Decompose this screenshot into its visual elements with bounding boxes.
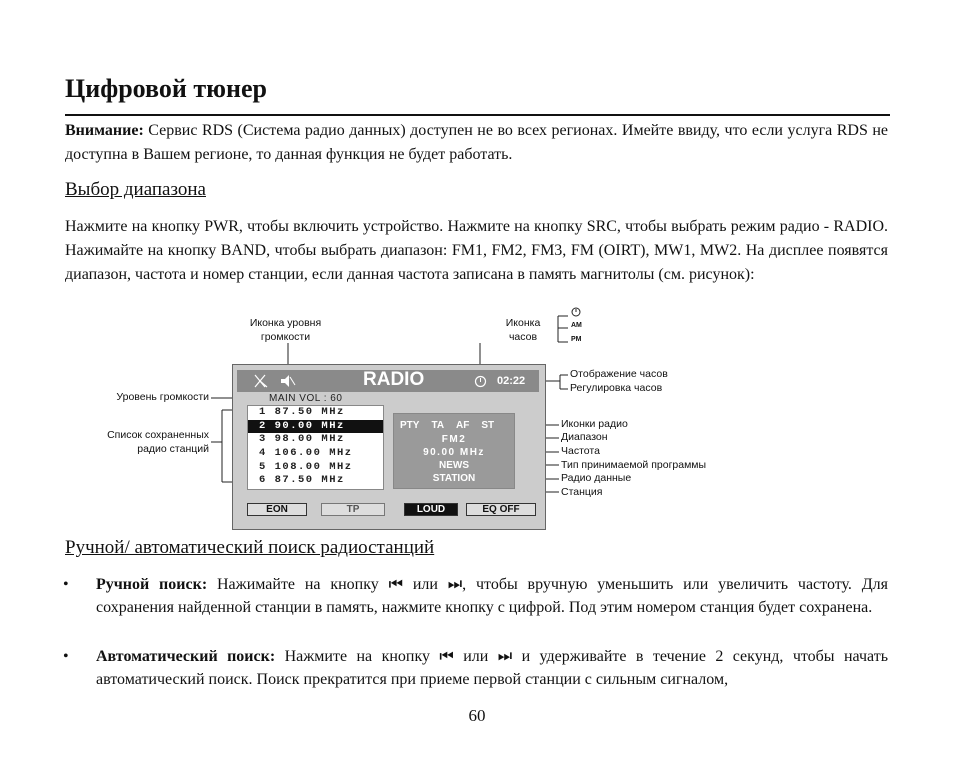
preset-row: 4 106.00 MHz (259, 447, 353, 460)
clock-display-label: Отображение часов (570, 368, 668, 380)
preset-row-selected: 2 90.00 MHz (248, 420, 383, 434)
pty-value: NEWS (439, 460, 469, 471)
am-label: AM (571, 322, 582, 329)
auto-search-item (96, 645, 888, 691)
eon-button: EON (247, 503, 307, 516)
manual-search-item (96, 573, 888, 619)
rds-flag-ta: TA (431, 420, 445, 431)
frequency-label: Частота (561, 445, 600, 457)
bullet-marker: • (63, 648, 69, 665)
radio-icons-label: Иконки радио (561, 418, 628, 430)
radio-data-label: Радио данные (561, 472, 632, 484)
clock-time: 02:22 (497, 375, 526, 387)
rds-flag-st: ST (481, 420, 495, 431)
volume-level-label: Уровень громкости (116, 391, 209, 403)
section-heading-search: Ручной/ автоматический поиск радиостанций (65, 537, 435, 558)
manual-search-text: Нажимайте на кнопку ⏮ или ⏭, чтобы вручную уменьшить или увеличить частоту. Для сохранения найденной станции в память, нажмите кнопку с цифрой. Под этим номером станция будет сохранена. (96, 576, 888, 616)
station-label: Станция (561, 486, 603, 498)
antenna-volume-icons (253, 373, 297, 389)
clock-icon-label-line2: часов (508, 331, 538, 343)
preset-row: 1 87.50 MHz (259, 406, 345, 418)
band-label: Диапазон (561, 431, 608, 443)
manual-search-label: Ручной поиск: (96, 576, 208, 593)
page-title: Цифровой тюнер (65, 74, 267, 103)
volume-icon-label (228, 316, 343, 344)
frequency-value: 90.00 MHz (423, 447, 485, 458)
rds-info-panel (393, 413, 515, 489)
pm-label: PM (571, 336, 582, 343)
screen-title: RADIO (363, 369, 425, 390)
station-value: STATION (432, 473, 476, 484)
rds-flags (394, 414, 514, 431)
preset-row: 6 87.50 MHz (259, 474, 345, 487)
attention-text: Сервис RDS (Система радио данных) доступен не во всех регионах. Имейте ввиду, что если услуга RDS не доступна в Вашем регионе, то данная функция не будет работать. (65, 122, 889, 163)
rds-flag-af: AF (456, 420, 470, 431)
preset-row: 3 98.00 MHz (259, 433, 345, 446)
saved-stations-label-line1: Список сохраненных (107, 429, 209, 441)
preset-row: 5 108.00 MHz (259, 460, 353, 473)
rds-flag-pty: PTY (400, 420, 420, 431)
saved-stations-label-line2: радио станций (137, 443, 209, 455)
bullet-marker: • (63, 576, 69, 593)
clock-icon (474, 375, 487, 388)
auto-search-label: Автоматический поиск: (96, 648, 276, 665)
eq-off-button: EQ OFF (466, 503, 536, 516)
band-paragraph: Нажмите на кнопку PWR, чтобы включить устройство. Нажмите на кнопку SRC, чтобы выбрать режим радио - RADIO. Нажимайте на кнопку BAND, чтобы выбрать диапазон: FM1, FM2, FM3, FM (OIRT), MW1, MW2. На дисплее появятся диапазон, частота и номер станции, если данная частота записана в память магнитолы (см. рисунок): (65, 218, 888, 283)
tp-button: TP (321, 503, 385, 516)
band-value: FM2 (441, 434, 467, 445)
volume-icon-label-line1: Иконка уровня (249, 317, 322, 329)
program-type-label: Тип принимаемой программы (561, 459, 707, 471)
saved-stations-label (60, 428, 209, 456)
clock-icon-label-line1: Иконка (505, 317, 541, 329)
main-volume-readout: MAIN VOL : 60 (269, 393, 343, 404)
preset-list (247, 405, 384, 490)
loud-button: LOUD (404, 503, 458, 516)
auto-search-text: Нажмите на кнопку ⏮ или ⏭ и удерживайте в течение 2 секунд, чтобы начать автоматический поиск. Поиск прекратится при приеме первой станции с сильным сигналом, (96, 648, 888, 688)
section-heading-band: Выбор диапазона (65, 179, 206, 200)
clock-adjust-label: Регулировка часов (570, 382, 663, 394)
page-number: 60 (468, 706, 486, 725)
clock-icon-label (488, 316, 558, 344)
attention-label: Внимание: (65, 122, 144, 139)
volume-icon-label-line2: громкости (260, 331, 311, 343)
